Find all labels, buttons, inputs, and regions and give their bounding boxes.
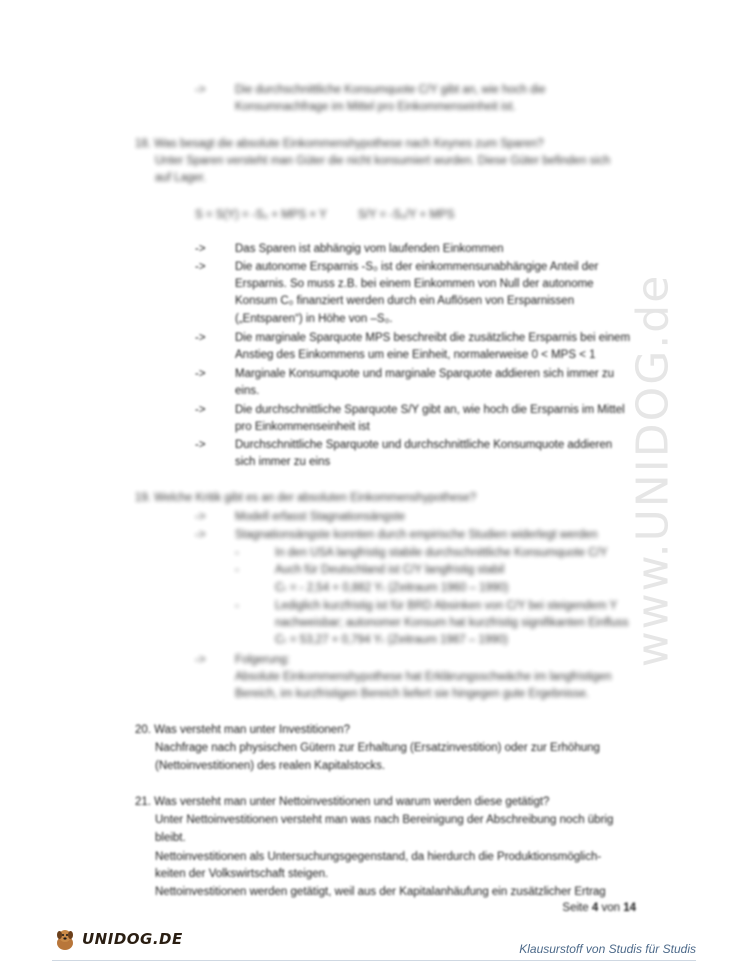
dog-icon (52, 926, 78, 952)
q19-marker: - (235, 600, 239, 612)
q19-line: Folgerung: (235, 654, 290, 666)
q19-marker: -> (195, 529, 206, 541)
q19-marker: - (235, 547, 239, 559)
q19-line: Stagnationsängste konnten durch empirische Studien widerlegt werden (235, 529, 598, 541)
q19-line: Cₜ = - 2,54 + 0,882 Yₜ (Zeitraum 1960 – 1990) (275, 582, 509, 594)
page-number (510, 900, 636, 916)
bullet-line: Die marginale Sparquote MPS beschreibt die zusätzliche Ersparnis bei einem (235, 332, 631, 344)
q19-line: Bereich, im kurzfristigen Bereich liefert sie hingegen gute Ergebnisse. (235, 688, 590, 700)
watermark-text: www.UNIDOG.de (627, 273, 679, 667)
bullet-arrow: -> (195, 368, 206, 380)
q21-answer: Nettoinvestitionen werden getätigt, weil aus der Kapitalanhäufung ein zusätzlicher Ertrag (155, 886, 606, 898)
page-prefix: Seite (562, 902, 589, 914)
q20-answer: (Nettoinvestitionen) des realen Kapitalstocks. (155, 760, 386, 772)
q19-line: nachweisbar; autonomer Konsum hat kurzfristig signifikanten Einfluss (275, 617, 629, 629)
footer-logo (52, 926, 183, 952)
q21-answer: Nettoinvestitionen als Untersuchungsgegenstand, da hierdurch die Produktionsmöglich- (155, 851, 602, 863)
bullet-line: eins. (235, 385, 260, 397)
q21-answer: Unter Nettoinvestitionen versteht man was nach Bereinigung der Abschreibung noch übrig (155, 814, 614, 826)
q20-question: 20. Was versteht man unter Investitionen? (135, 724, 350, 736)
q19-marker: -> (195, 511, 206, 523)
bullet-line: sich immer zu eins (235, 456, 331, 468)
q19-marker: -> (195, 654, 206, 666)
bullet-line: Anstieg des Einkommens um eine Einheit, normalerweise 0 < MPS < 1 (235, 349, 596, 361)
intro-arrow: -> (195, 84, 206, 96)
bullet-line: Durchschnittliche Sparquote und durchschnittliche Konsumquote addieren (235, 439, 613, 451)
q18-text: Unter Sparen versteht man Güter die nicht konsumiert wurden. Diese Güter befinden sich (155, 155, 611, 167)
q20-answer: Nachfrage nach physischen Gütern zur Erhaltung (Ersatzinvestition) oder zur Erhöhung (155, 742, 600, 754)
q21-answer: keiten der Volkswirtschaft steigen. (155, 868, 329, 880)
q21-question: 21. Was versteht man unter Nettoinvestitionen und warum werden diese getätigt? (135, 796, 550, 808)
logo-text: UNIDOG.DE (82, 930, 183, 948)
q18-heading: 18. Was besagt die absolute Einkommenshypothese nach Keynes zum Sparen? (135, 138, 544, 150)
bullet-line: Ersparnis. So muss z.B. bei einem Einkommen von Null der autonome (235, 278, 594, 290)
intro-line: Konsumnachfrage im Mittel pro Einkommenseinheit ist. (235, 101, 516, 113)
bullet-arrow: -> (195, 404, 206, 416)
page-separator: von (601, 902, 620, 914)
q19-marker: - (235, 564, 239, 576)
q18-text: auf Lager. (155, 172, 207, 184)
footer-tagline: Klausurstoff von Studis für Studis (519, 942, 696, 956)
bullet-line: („Entsparen“) in Höhe von –S₀. (235, 313, 393, 325)
bullet-arrow: -> (195, 439, 206, 451)
bullet-line: Die autonome Ersparnis -S₀ ist der einkommensunabhängige Anteil der (235, 261, 599, 273)
bullet-arrow: -> (195, 243, 206, 255)
q19-line: Lediglich kurzfristig ist für BRD Absinken von C/Y bei steigendem Y (275, 600, 618, 612)
q19-line: Cₜ = 53,27 + 0,794 Yₜ (Zeitraum 1987 – 1990) (275, 634, 508, 646)
bullet-arrow: -> (195, 261, 206, 273)
bullet-line: pro Einkommenseinheit ist (235, 421, 370, 433)
bullet-arrow: -> (195, 332, 206, 344)
formula-right: S/Y = -S₀/Y + MPS (358, 209, 455, 221)
page-current: 4 (591, 902, 599, 914)
q19-line: Modell erfasst Stagnationsängste (235, 511, 406, 523)
bullet-line: Das Sparen ist abhängig vom laufenden Einkommen (235, 243, 504, 255)
intro-line: Die durchschnittliche Konsumquote C/Y gibt an, wie hoch die (235, 84, 546, 96)
bullet-line: Die durchschnittliche Sparquote S/Y gibt an, wie hoch die Ersparnis im Mittel (235, 404, 625, 416)
formula-left: S = S(Y) = -S₀ + MPS × Y (195, 209, 327, 221)
page-total: 14 (623, 902, 636, 914)
bullet-line: Marginale Konsumquote und marginale Sparquote addieren sich immer zu (235, 368, 615, 380)
q19-line: In den USA langfristig stabile durchschnittliche Konsumquote C/Y (275, 547, 608, 559)
q19-line: Auch für Deutschland ist C/Y langfristig stabil (275, 564, 505, 576)
q19-heading: 19. Welche Kritik gibt es an der absoluten Einkommenshypothese? (135, 492, 477, 504)
bullet-line: Konsum C₀ finanziert werden durch ein Auflösen von Ersparnissen (235, 295, 575, 307)
q21-answer: bleibt. (155, 832, 186, 844)
footer-divider (52, 960, 696, 961)
q19-line: Absolute Einkommenshypothese hat Erklärungsschwäche im langfristigen (235, 671, 612, 683)
